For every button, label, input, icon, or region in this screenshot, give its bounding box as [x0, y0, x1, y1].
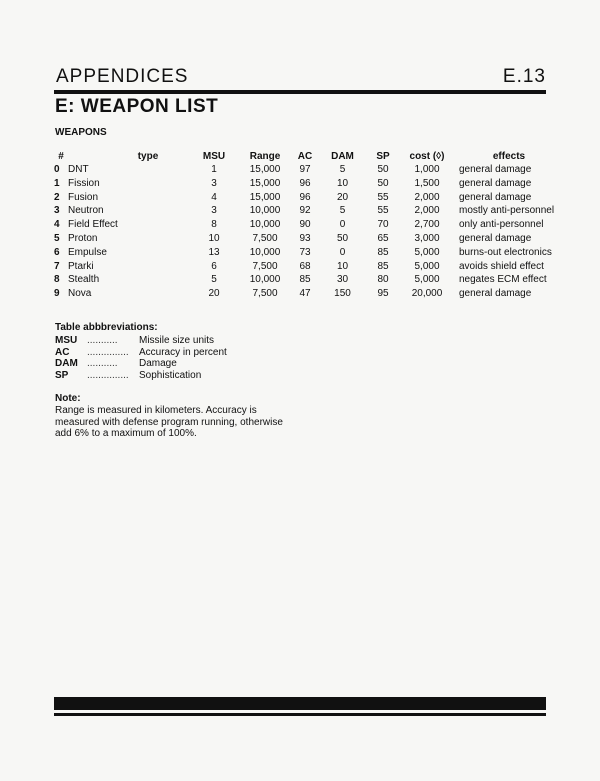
weapon-type: Empulse [68, 246, 107, 258]
weapon-ac: 90 [299, 219, 311, 231]
weapon-msu: 6 [211, 260, 217, 272]
leader-dots: ............... [87, 369, 129, 381]
weapon-number: 4 [54, 219, 60, 231]
header-type: type [137, 151, 159, 162]
weapon-effects: general damage [459, 191, 532, 203]
table-row [54, 163, 559, 177]
weapon-msu: 3 [211, 177, 217, 189]
header-dam: DAM [331, 151, 354, 162]
weapon-number: 9 [54, 288, 60, 300]
weapon-range: 15,000 [249, 191, 281, 203]
weapon-dam: 20 [336, 191, 349, 203]
weapon-type: Field Effect [68, 219, 118, 231]
weapon-sp: 95 [377, 288, 389, 300]
table-row [54, 204, 559, 218]
leader-dots: ........... [87, 358, 118, 369]
weapon-sp: 55 [377, 205, 389, 217]
weapon-range: 7,500 [252, 288, 278, 300]
weapon-range: 15,000 [249, 164, 281, 175]
weapon-ac: 68 [299, 260, 311, 272]
weapon-cost: 3,000 [414, 232, 440, 244]
weapon-cost: 5,000 [414, 260, 440, 272]
weapon-effects: general damage [459, 232, 532, 244]
abbreviations-title: Table abbbreviations: [55, 322, 158, 333]
leader-dots: ............... [87, 346, 129, 358]
weapon-type: Stealth [68, 274, 100, 286]
table-header-row [54, 150, 559, 163]
weapon-range: 7,500 [252, 232, 278, 244]
weapon-dam: 0 [339, 246, 346, 258]
weapon-effects: negates ECM effect [459, 274, 547, 286]
weapon-msu: 20 [208, 288, 220, 300]
abbreviation-item [55, 370, 227, 382]
weapon-dam: 0 [339, 219, 346, 231]
weapon-sp: 85 [377, 246, 389, 258]
weapon-dam: 30 [336, 274, 349, 286]
note-title: Note: [55, 393, 81, 404]
weapon-type: Fission [68, 177, 100, 189]
abbreviation-meaning: Missile size units [139, 335, 215, 346]
abbreviation-meaning: Accuracy in percent [139, 346, 227, 358]
weapon-dam: 50 [336, 232, 349, 244]
abbreviation-item [55, 335, 227, 347]
weapons-heading: WEAPONS [55, 127, 107, 138]
table-row [54, 232, 559, 246]
weapon-ac: 92 [299, 205, 311, 217]
weapon-range: 10,000 [249, 219, 281, 231]
weapon-effects: general damage [459, 164, 532, 175]
table-row [54, 287, 559, 301]
header-sp: SP [376, 151, 390, 162]
abbreviation-code: DAM [55, 358, 78, 369]
weapon-sp: 65 [377, 232, 389, 244]
weapon-sp: 70 [377, 219, 389, 231]
weapon-cost: 1,500 [414, 177, 440, 189]
weapon-cost: 1,000 [414, 164, 440, 175]
weapon-effects: mostly anti-personnel [459, 205, 555, 217]
table-row [54, 246, 559, 260]
footer-bar [54, 697, 546, 710]
weapon-msu: 10 [208, 232, 220, 244]
page-number: E.13 [502, 66, 546, 87]
page-title: E: WEAPON LIST [55, 96, 219, 117]
weapon-msu: 3 [211, 205, 217, 217]
header-effects: effects [492, 151, 526, 162]
weapon-effects: general damage [459, 177, 532, 189]
weapon-number: 8 [54, 274, 60, 286]
weapon-dam: 5 [339, 164, 346, 175]
weapon-msu: 5 [211, 274, 217, 286]
weapon-ac: 93 [299, 232, 311, 244]
leader-dots: ........... [87, 335, 118, 346]
header-number: # [58, 151, 64, 162]
weapon-type: Fusion [68, 191, 99, 203]
weapon-number: 3 [54, 205, 60, 217]
weapon-cost: 20,000 [411, 288, 443, 300]
weapon-ac: 96 [299, 177, 311, 189]
weapon-effects: avoids shield effect [459, 260, 544, 272]
weapon-msu: 13 [208, 246, 220, 258]
weapon-type: Neutron [68, 205, 104, 217]
weapon-sp: 80 [377, 274, 389, 286]
weapon-range: 15,000 [249, 177, 281, 189]
header-range: Range [249, 151, 281, 162]
header-rule [54, 90, 546, 94]
weapon-table [54, 150, 559, 301]
footer-rule [54, 713, 546, 716]
weapon-dam: 10 [336, 260, 349, 272]
weapon-cost: 5,000 [414, 274, 440, 286]
table-row [54, 177, 559, 191]
table-row [54, 218, 559, 232]
weapon-ac: 96 [299, 191, 311, 203]
weapon-msu: 1 [211, 164, 217, 175]
header-msu: MSU [202, 151, 226, 162]
weapon-cost: 2,700 [414, 219, 440, 231]
table-row [54, 260, 559, 274]
section-label: APPENDICES [56, 66, 189, 87]
weapon-type: Nova [68, 288, 92, 300]
weapon-number: 6 [54, 246, 60, 258]
weapon-sp: 50 [377, 164, 389, 175]
weapon-type: DNT [68, 164, 89, 175]
weapon-msu: 4 [211, 191, 217, 203]
page-header [54, 66, 546, 88]
header-cost: cost (◊) [409, 151, 445, 162]
weapon-dam: 5 [339, 205, 346, 217]
weapon-effects: burns-out electronics [459, 246, 552, 258]
weapon-ac: 47 [299, 288, 311, 300]
weapon-sp: 55 [377, 191, 389, 203]
weapon-dam: 150 [334, 288, 351, 300]
weapon-msu: 8 [211, 219, 217, 231]
weapon-sp: 50 [377, 177, 389, 189]
abbreviation-meaning: Damage [139, 358, 177, 369]
abbreviation-item [55, 347, 227, 359]
abbreviation-code: SP [55, 369, 69, 381]
weapon-ac: 97 [299, 164, 311, 175]
weapon-range: 10,000 [249, 246, 281, 258]
weapon-type: Proton [68, 232, 98, 244]
weapon-ac: 85 [299, 274, 311, 286]
weapon-sp: 85 [377, 260, 389, 272]
table-row [54, 191, 559, 205]
weapon-number: 7 [54, 260, 60, 272]
weapon-effects: general damage [459, 288, 532, 300]
abbreviation-code: MSU [55, 335, 78, 346]
weapon-dam: 10 [336, 177, 349, 189]
weapon-number: 0 [54, 164, 60, 175]
header-ac: AC [297, 151, 313, 162]
weapon-number: 2 [54, 191, 60, 203]
abbreviation-meaning: Sophistication [139, 369, 202, 381]
weapon-range: 10,000 [249, 274, 281, 286]
weapon-range: 7,500 [252, 260, 278, 272]
table-row [54, 273, 559, 287]
weapon-effects: only anti-personnel [459, 219, 544, 231]
weapon-number: 1 [54, 177, 60, 189]
weapon-number: 5 [54, 232, 60, 244]
abbreviation-code: AC [55, 346, 70, 358]
weapon-cost: 5,000 [414, 246, 440, 258]
weapon-cost: 2,000 [414, 205, 440, 217]
weapon-ac: 73 [299, 246, 311, 258]
weapon-cost: 2,000 [414, 191, 440, 203]
note-text: Range is measured in kilometers. Accuracy is measured with defense program running, otherwise add 6% to a maximum of 100%. [55, 405, 283, 439]
abbreviation-item [55, 358, 227, 370]
weapon-range: 10,000 [249, 205, 281, 217]
abbreviations-list [55, 335, 227, 381]
weapon-type: Ptarki [68, 260, 94, 272]
